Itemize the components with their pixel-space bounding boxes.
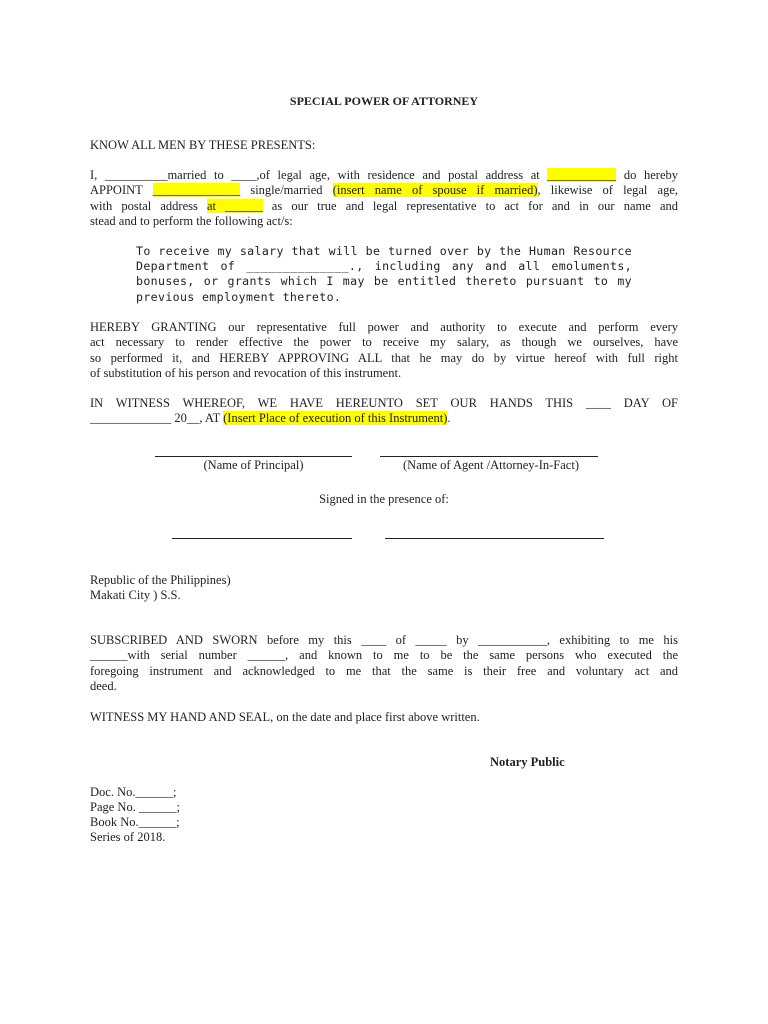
witness-whereof-line-1: IN WITNESS WHEREOF, WE HAVE HEREUNTO SET OUR HANDS THIS ____ DAY OF <box>90 396 678 410</box>
granting-line-1: HEREBY GRANTING our representative full power and authority to execute and perform every <box>90 320 678 334</box>
act-line-2: Department of ______________., including any and all emoluments, <box>136 259 632 274</box>
highlight-agent-name: ______________ <box>152 183 241 198</box>
document-title: SPECIAL POWER OF ATTORNEY <box>289 94 479 108</box>
highlight-spouse-name: (insert name of spouse if married) <box>332 183 538 198</box>
granting-line-3: so performed it, and HEREBY APPROVING ALL that he may do by virtue hereof with full right <box>90 350 678 365</box>
jurat-line-2: ______with serial number ______, and known to me to be the same persons who executed the <box>90 648 678 663</box>
appointment-paragraph <box>90 168 678 229</box>
signed-in-presence: Signed in the presence of: <box>319 492 449 506</box>
page-number: Page No. ______; <box>90 800 180 814</box>
granting-paragraph <box>90 320 678 381</box>
granting-line-4: of substitution of his person and revocation of this instrument. <box>90 365 402 380</box>
witness-whereof-paragraph <box>90 396 678 427</box>
series-year: Series of 2018. <box>90 830 166 844</box>
appointment-line-1: I, __________married to ____,of legal age, with residence and postal address at ___________ do hereby <box>90 168 678 182</box>
act-description <box>136 244 632 305</box>
jurat-line-4: deed. <box>90 678 117 693</box>
highlight-place-of-execution: (Insert Place of execution of this Instrument) <box>223 411 448 426</box>
act-line-4: previous employment thereto. <box>136 289 342 304</box>
book-number: Book No.______; <box>90 815 180 829</box>
highlight-residence-address: ___________ <box>547 168 617 182</box>
witness-hand-and-seal: WITNESS MY HAND AND SEAL, on the date and place first above written. <box>90 710 480 724</box>
know-all-men-line: KNOW ALL MEN BY THESE PRESENTS: <box>90 138 316 152</box>
venue-city: Makati City ) S.S. <box>90 588 181 602</box>
agent-signature-line <box>380 456 598 457</box>
granting-line-2: act necessary to render effective the power to receive my salary, as though we ourselves, have <box>90 335 678 350</box>
witness-whereof-line-2: _____________ 20__, AT (Insert Place of execution of this Instrument). <box>90 411 451 426</box>
witness-1-signature-line <box>172 538 352 539</box>
principal-signature-line <box>155 456 352 457</box>
jurat-paragraph <box>90 633 678 694</box>
doc-number: Doc. No.______; <box>90 785 177 799</box>
act-line-1: To receive my salary that will be turned over by the Human Resource <box>136 244 632 258</box>
highlight-postal-address: at ______ <box>207 198 263 213</box>
agent-label: (Name of Agent /Attorney-In-Fact) <box>403 458 579 472</box>
venue-republic: Republic of the Philippines) <box>90 573 231 587</box>
jurat-line-1: SUBSCRIBED AND SWORN before my this ____ of _____ by ___________, exhibiting to me his <box>90 633 678 647</box>
act-line-3: bonuses, or grants which I may be entitled thereto pursuant to my <box>136 274 632 289</box>
principal-label: (Name of Principal) <box>203 458 304 472</box>
witness-2-signature-line <box>385 538 604 539</box>
appointment-line-3: with postal address at ______ as our true and legal representative to act for and in our name and <box>90 198 678 213</box>
appointment-line-2: APPOINT ______________ single/married (insert name of spouse if married), likewise of legal age, <box>90 183 679 198</box>
appointment-line-4: stead and to perform the following act/s: <box>90 213 293 228</box>
jurat-line-3: foregoing instrument and acknowledged to me that the same is their free and voluntary act and <box>90 663 678 678</box>
notary-public-label: Notary Public <box>490 755 565 769</box>
